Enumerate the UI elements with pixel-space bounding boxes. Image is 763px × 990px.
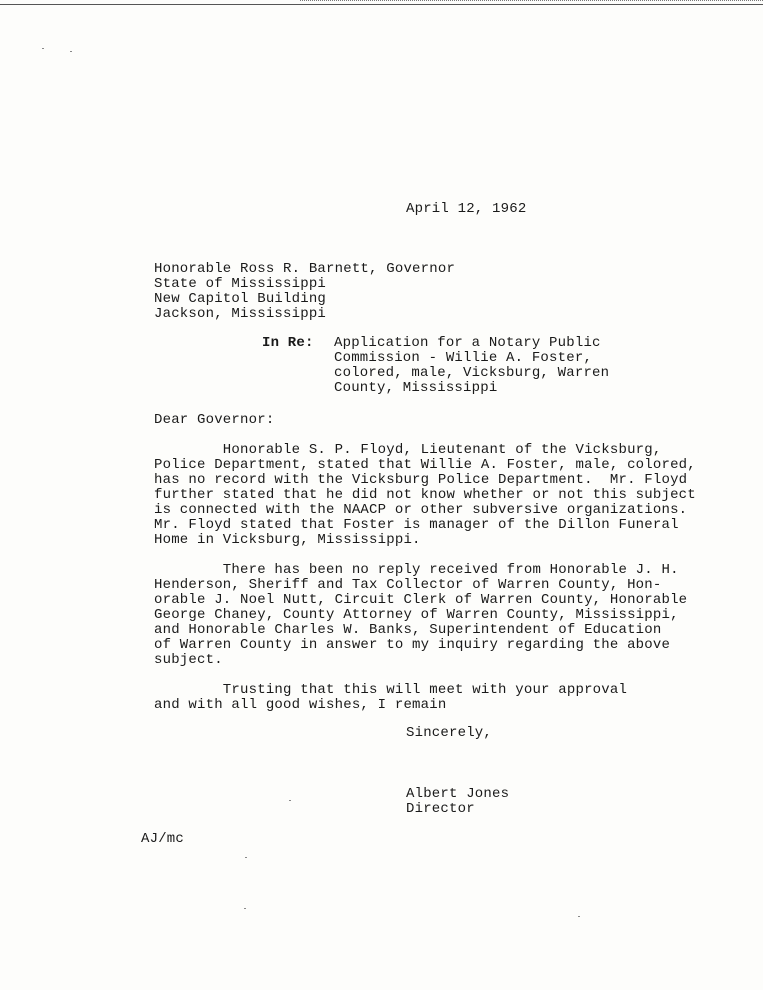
complimentary-closing: Sincerely, bbox=[406, 725, 493, 741]
paper-speck bbox=[42, 48, 44, 49]
paragraph-line: Home in Vicksburg, Mississippi. bbox=[154, 532, 421, 548]
in-re-line: County, Mississippi bbox=[334, 380, 498, 396]
paragraph-line: is connected with the NAACP or other subversive organizations. bbox=[154, 502, 688, 518]
signer-name: Albert Jones bbox=[406, 786, 510, 802]
paragraph-line: Henderson, Sheriff and Tax Collector of Warren County, Hon- bbox=[154, 577, 662, 593]
paragraph-line: Mr. Floyd stated that Foster is manager of the Dillon Funeral bbox=[154, 517, 679, 533]
signer-title: Director bbox=[406, 801, 475, 817]
paragraph-line: Police Department, stated that Willie A. Foster, male, colored, bbox=[154, 457, 696, 473]
page-top-edge bbox=[0, 4, 763, 5]
in-re-line: Commission - Willie A. Foster, bbox=[334, 350, 593, 366]
reference-initials: AJ/mc bbox=[141, 831, 185, 847]
in-re-line: Application for a Notary Public bbox=[334, 335, 601, 351]
paragraph-line: of Warren County in answer to my inquiry regarding the above bbox=[154, 637, 671, 653]
page-top-perforation bbox=[300, 0, 763, 1]
paragraph-line: has no record with the Vicksburg Police Department. Mr. Floyd bbox=[154, 472, 688, 488]
paragraph-line: and with all good wishes, I remain bbox=[154, 697, 447, 713]
paragraph-line: orable J. Noel Nutt, Circuit Clerk of Warren County, Honorable bbox=[154, 592, 688, 608]
in-re-label: In Re: bbox=[262, 335, 314, 351]
recipient-line: Honorable Ross R. Barnett, Governor bbox=[154, 261, 456, 277]
recipient-address bbox=[154, 262, 455, 322]
in-re-line: colored, male, Vicksburg, Warren bbox=[334, 365, 610, 381]
paragraph-line: Honorable S. P. Floyd, Lieutenant of the Vicksburg, bbox=[154, 442, 662, 458]
paper-speck bbox=[244, 908, 246, 909]
body-paragraph-3 bbox=[154, 683, 627, 713]
recipient-line: New Capitol Building bbox=[154, 291, 327, 307]
letter-date: April 12, 1962 bbox=[406, 201, 527, 217]
in-re-subject bbox=[334, 336, 609, 396]
body-paragraph-1 bbox=[154, 443, 696, 548]
signature-block bbox=[406, 787, 509, 817]
paragraph-line: There has been no reply received from Honorable J. H. bbox=[154, 562, 679, 578]
recipient-line: State of Mississippi bbox=[154, 276, 327, 292]
paper-speck bbox=[245, 857, 247, 858]
paper-speck bbox=[70, 51, 72, 52]
paragraph-line: and Honorable Charles W. Banks, Superintendent of Education bbox=[154, 622, 662, 638]
paper-speck bbox=[578, 916, 580, 917]
salutation: Dear Governor: bbox=[154, 412, 275, 428]
paper-speck bbox=[289, 800, 291, 801]
paragraph-line: subject. bbox=[154, 652, 223, 668]
paragraph-line: George Chaney, County Attorney of Warren County, Mississippi, bbox=[154, 607, 679, 623]
paragraph-line: Trusting that this will meet with your approval bbox=[154, 682, 628, 698]
recipient-line: Jackson, Mississippi bbox=[154, 306, 327, 322]
paragraph-line: further stated that he did not know whether or not this subject bbox=[154, 487, 696, 503]
body-paragraph-2 bbox=[154, 563, 687, 668]
